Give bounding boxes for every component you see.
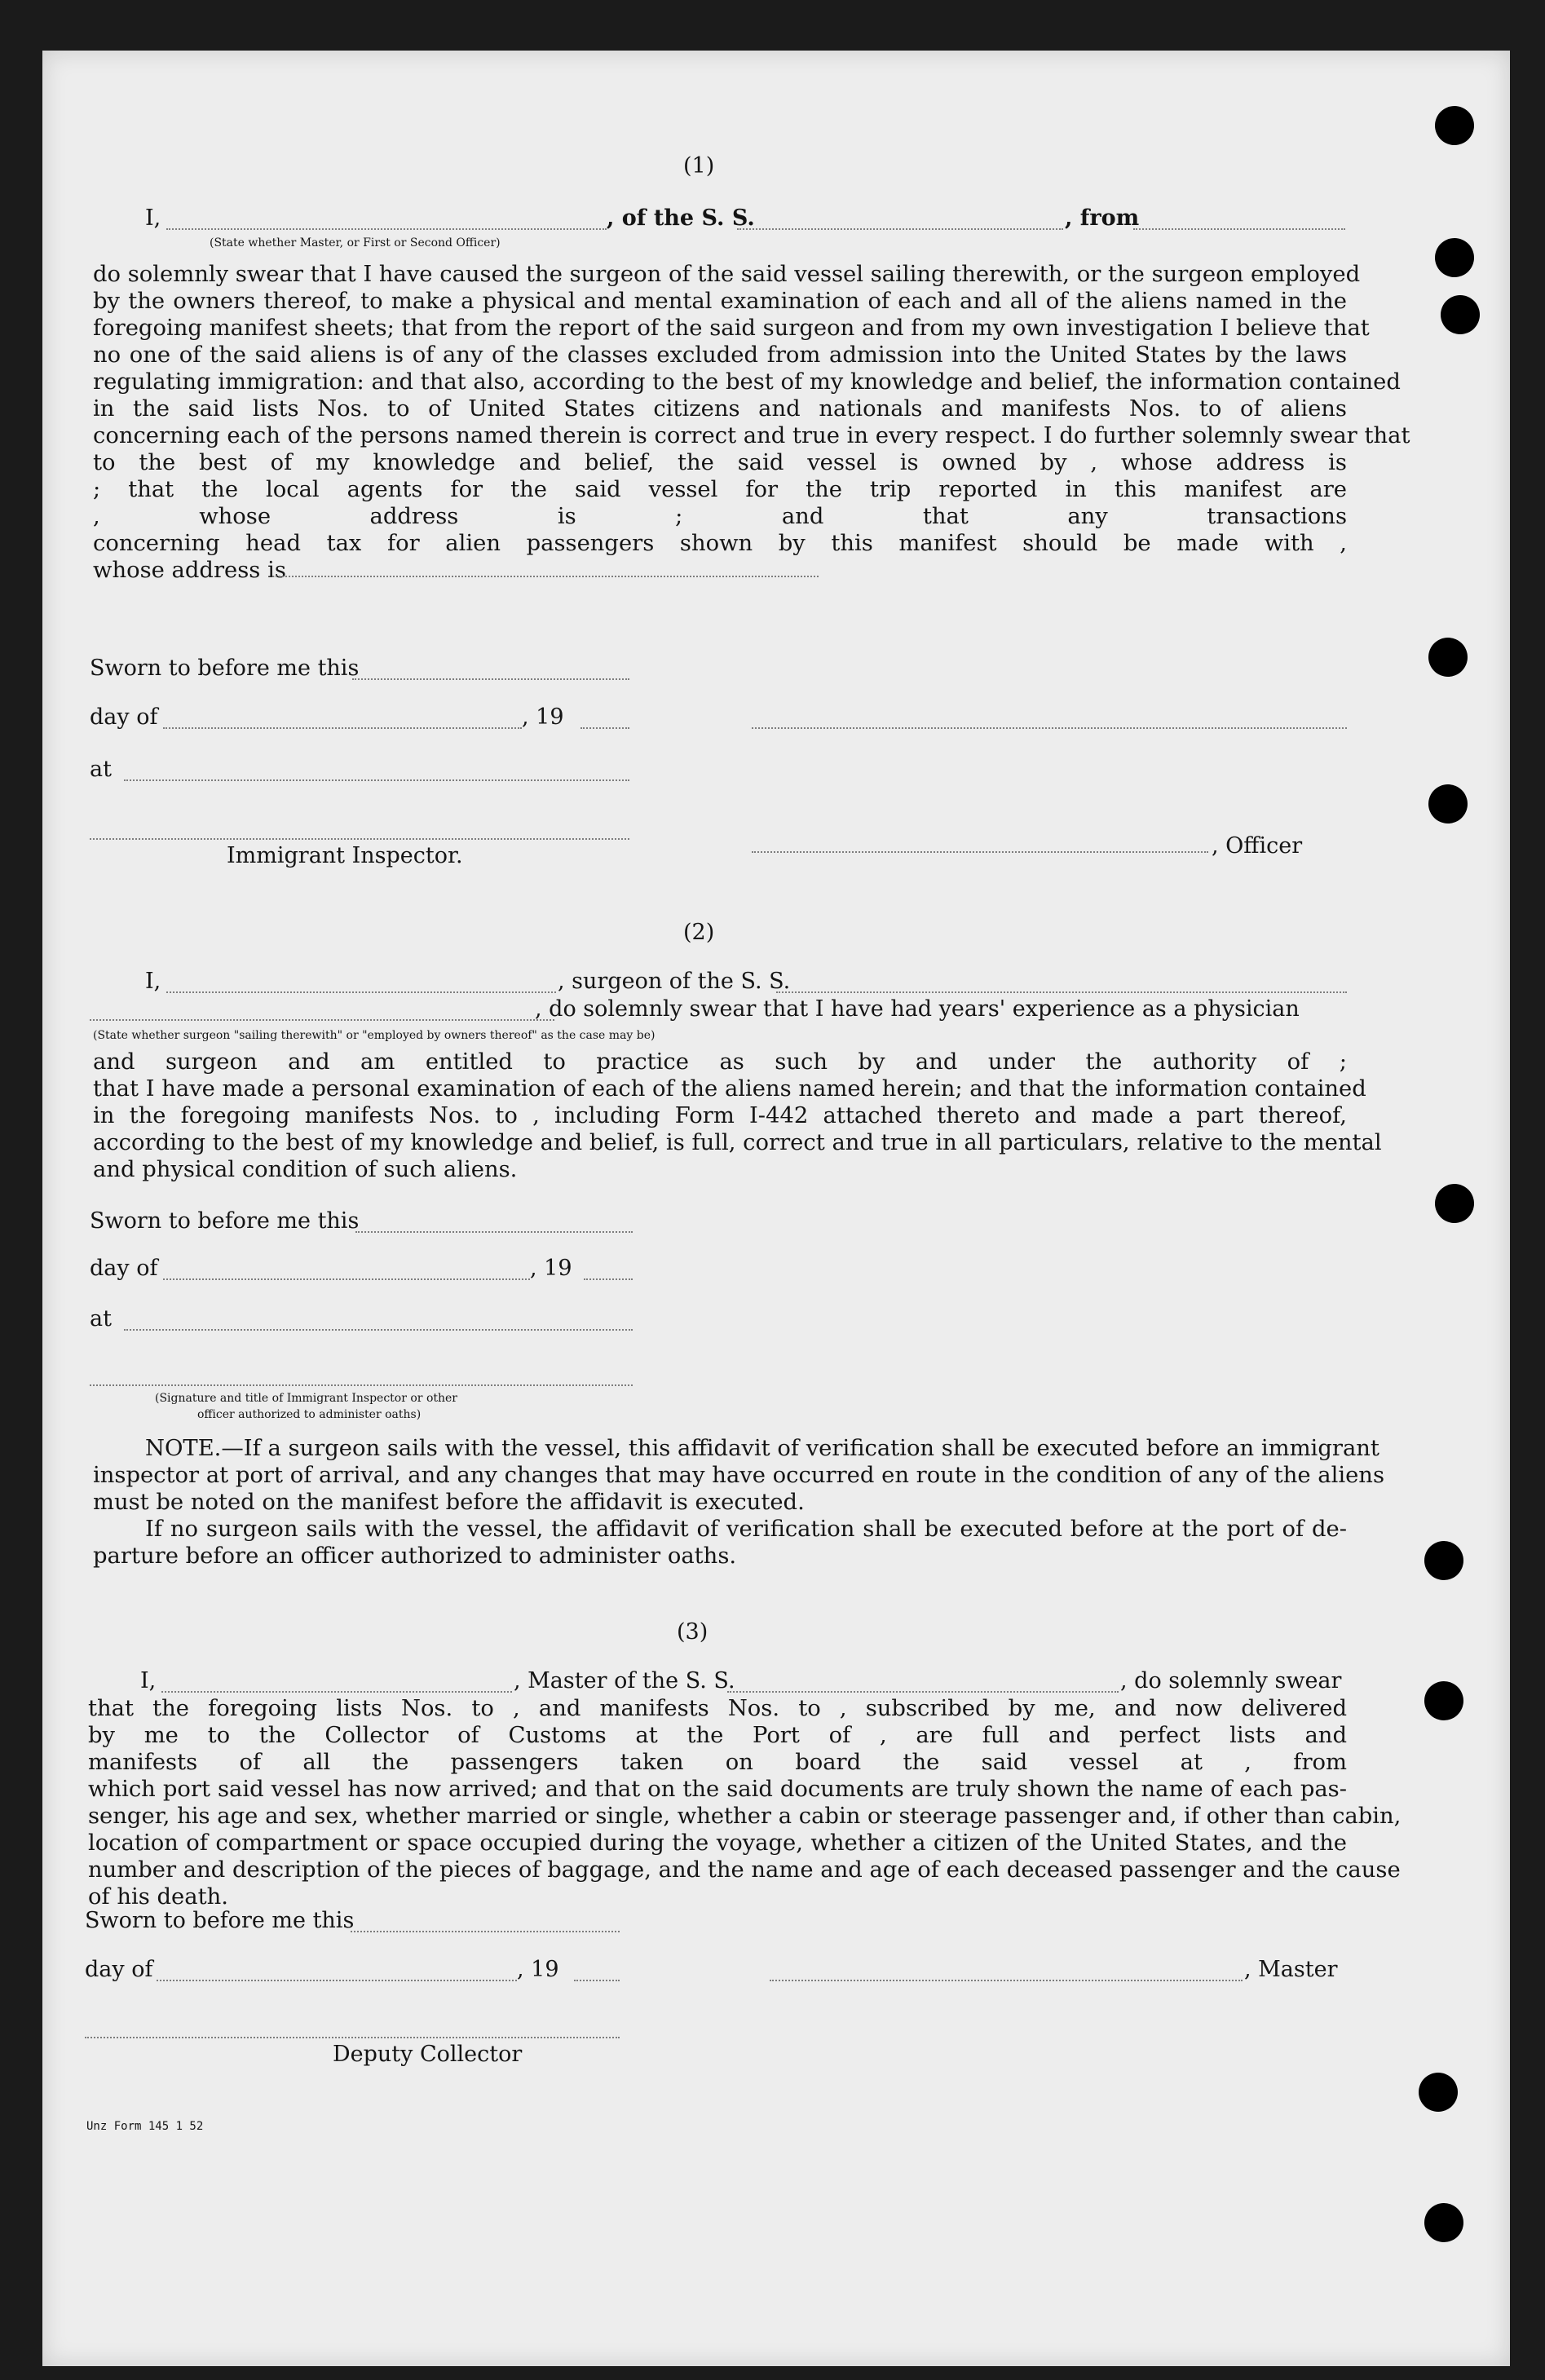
s1-oath-paragraph [93, 261, 1410, 584]
s1-line: whose address is [93, 558, 286, 583]
s2-year-field[interactable] [584, 1278, 633, 1280]
s1-officer-label: , Officer [1212, 833, 1303, 859]
s2-experience-line: , do solemnly swear that I have had years' experience as a physician [535, 996, 1300, 1022]
punch-hole [1435, 106, 1474, 145]
s1-i-label: I, [145, 205, 161, 231]
s2-year-label: , 19 [530, 1256, 572, 1281]
s3-line: of his death. [88, 1884, 228, 1910]
s1-line: foregoing manifest sheets; that from the report of the said surgeon and from my own investigation I believe that [93, 316, 1370, 341]
s2-surgeon-name-field[interactable] [166, 991, 556, 993]
s2-sworn-label: Sworn to before me this [90, 1208, 360, 1234]
s3-deputy-label: Deputy Collector [333, 2042, 523, 2067]
note-line: If no surgeon sails with the vessel, the affidavit of verification shall be executed before at the port of de- [145, 1517, 1347, 1542]
s2-vessel-field[interactable] [776, 991, 1347, 993]
form-page [42, 51, 1510, 2366]
s1-day-of-label: day of [90, 704, 158, 730]
s2-surgeon-label: , surgeon of the S. S. [558, 969, 791, 994]
section-2-number: (2) [683, 920, 715, 945]
s3-month-field[interactable] [157, 1980, 517, 1981]
s2-surgeon-type-field[interactable] [90, 1019, 554, 1021]
s1-line: concerning each of the persons named therein is correct and true in every respect. I do further solemnly swear that [93, 423, 1410, 448]
punch-hole [1428, 784, 1468, 824]
s1-headtax-address-field[interactable] [272, 576, 819, 577]
s1-line: ; that the local agents for the said vessel for the trip reported in this manifest are [93, 477, 1347, 502]
punch-hole [1424, 1681, 1463, 1720]
s1-from-port-field[interactable] [1133, 228, 1345, 230]
s3-vessel-field[interactable] [727, 1691, 1119, 1693]
s3-line: number and description of the pieces of baggage, and the name and age of each deceased passenger and the cause [88, 1857, 1401, 1883]
s2-line: and surgeon and am entitled to practice as such by and under the authority of ; [93, 1049, 1347, 1075]
s3-master-name-field[interactable] [161, 1691, 512, 1693]
s1-inspector-signature-field[interactable] [90, 838, 629, 840]
s1-line: , whose address is ; and that any transactions [93, 504, 1347, 529]
section-3-number: (3) [677, 1619, 708, 1645]
s3-year-label: , 19 [517, 1957, 559, 1982]
punch-hole [1435, 238, 1474, 277]
s2-line: in the foregoing manifests Nos. to , including Form I-442 attached thereto and made a part thereof, [93, 1103, 1347, 1128]
s3-line: that the foregoing lists Nos. to , and manifests Nos. to , subscribed by me, and now delivered [88, 1696, 1347, 1721]
s1-line: to the best of my knowledge and belief, the said vessel is owned by , whose address is [93, 450, 1347, 475]
punch-hole [1435, 1184, 1474, 1223]
s2-line: and physical condition of such aliens. [93, 1157, 518, 1182]
s2-day-of-label: day of [90, 1256, 158, 1281]
punch-hole [1419, 2073, 1458, 2112]
s2-month-field[interactable] [163, 1278, 530, 1280]
s2-at-label: at [90, 1306, 112, 1331]
s2-line: according to the best of my knowledge and belief, is full, correct and true in all particulars, relative to the mental [93, 1130, 1382, 1155]
s3-line: which port said vessel has now arrived; and that on the said documents are truly shown the name of each pas- [88, 1777, 1347, 1802]
s1-vessel-name-field[interactable] [737, 228, 1063, 230]
s2-signature-hint-1: (Signature and title of Immigrant Inspector or other [155, 1392, 457, 1405]
s2-at-field[interactable] [124, 1329, 633, 1331]
note-line: inspector at port of arrival, and any changes that may have occurred en route in the condition of any of the aliens [93, 1463, 1385, 1488]
s3-line: senger, his age and sex, whether married or single, whether a cabin or steerage passenger and, if other than cabin, [88, 1804, 1402, 1829]
s3-master-sig-label: , Master [1244, 1957, 1338, 1982]
s1-at-label: at [90, 757, 112, 782]
s2-inspector-signature-field[interactable] [90, 1384, 633, 1386]
s1-at-field[interactable] [124, 779, 629, 781]
s1-officer-signature-field[interactable] [752, 851, 1208, 853]
s2-oath-paragraph [93, 1049, 1382, 1183]
s3-line: location of compartment or space occupied during the voyage, whether a citizen of the United States, and the [88, 1830, 1347, 1856]
punch-hole [1424, 2203, 1463, 2242]
s1-year-label: , 19 [522, 704, 564, 730]
s3-sworn-label: Sworn to before me this [85, 1908, 355, 1933]
punch-hole [1428, 638, 1468, 677]
s3-i-label: I, [140, 1668, 157, 1693]
s3-deputy-signature-field[interactable] [85, 2037, 620, 2038]
s1-line: concerning head tax for alien passengers shown by this manifest should be made with , [93, 531, 1347, 556]
note-line: NOTE.—If a surgeon sails with the vessel, this affidavit of verification shall be executed before an immigrant [145, 1436, 1379, 1461]
s1-of-ss-label: , of the S. S. [607, 205, 755, 231]
note-line: parture before an officer authorized to administer oaths. [93, 1543, 737, 1569]
s2-surgeon-hint: (State whether surgeon "sailing therewith" or "employed by owners thereof" as the case may be) [93, 1029, 656, 1042]
s2-sworn-date-field[interactable] [355, 1231, 633, 1233]
s1-line: do solemnly swear that I have caused the surgeon of the said vessel sailing therewith, or the surgeon employed [93, 262, 1361, 287]
s3-day-of-label: day of [85, 1957, 153, 1982]
s1-month-field[interactable] [163, 727, 522, 729]
s2-signature-hint-2: officer authorized to administer oaths) [197, 1408, 422, 1421]
s1-line: regulating immigration: and that also, according to the best of my knowledge and belief, the information contained [93, 369, 1401, 395]
s3-year-field[interactable] [574, 1980, 620, 1981]
punch-hole [1441, 295, 1480, 334]
s1-line: in the said lists Nos. to of United States citizens and nationals and manifests Nos. to of aliens [93, 396, 1347, 422]
s3-sworn-date-field[interactable] [351, 1931, 620, 1932]
s2-note-paragraph [93, 1435, 1385, 1570]
s1-from-label: , from [1065, 205, 1140, 231]
s3-line: manifests of all the passengers taken on board the said vessel at , from [88, 1750, 1347, 1775]
s3-oath-paragraph [88, 1695, 1402, 1910]
note-line: must be noted on the manifest before the affidavit is executed. [93, 1490, 805, 1515]
form-number: Unz Form 145 1 52 [86, 2120, 204, 2133]
s1-sworn-date-field[interactable] [352, 678, 629, 680]
s3-master-label: , Master of the S. S. [514, 1668, 735, 1693]
section-1-number: (1) [683, 153, 715, 179]
s1-year-field[interactable] [580, 727, 629, 729]
s3-line: by me to the Collector of Customs at the Port of , are full and perfect lists and [88, 1723, 1347, 1748]
s1-master-signature-field[interactable] [752, 727, 1347, 729]
s2-i-label: I, [145, 969, 161, 994]
s1-sworn-label: Sworn to before me this [90, 656, 360, 681]
s1-line: by the owners thereof, to make a physical and mental examination of each and all of the aliens named in the [93, 289, 1347, 314]
s1-officer-hint: (State whether Master, or First or Second Officer) [210, 236, 501, 249]
s3-master-signature-field[interactable] [770, 1980, 1243, 1981]
s3-swear-label: , do solemnly swear [1120, 1668, 1342, 1693]
punch-hole [1424, 1541, 1463, 1580]
s1-line: no one of the said aliens is of any of the classes excluded from admission into the United States by the laws [93, 342, 1347, 368]
s2-line: that I have made a personal examination of each of the aliens named herein; and that the information contained [93, 1076, 1366, 1102]
s1-inspector-label: Immigrant Inspector. [227, 843, 463, 868]
